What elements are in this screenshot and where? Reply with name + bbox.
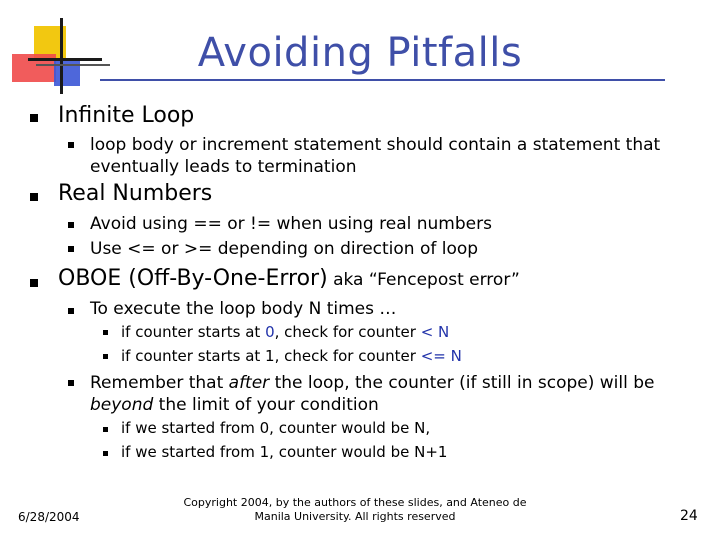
bullet-square [30, 114, 38, 122]
oboe-detail-2-after: after [228, 373, 270, 393]
oboe-label: OBOE (Off-By-One-Error) [58, 266, 328, 291]
bullet-square [68, 222, 74, 228]
oboe-detail-2-text-c: the limit of your condition [153, 395, 379, 415]
oboe-detail-2-line2 [90, 394, 379, 416]
infinite-loop-detail-line1: loop body or increment statement should contain a statement that [90, 135, 661, 155]
oboe-detail-1b [121, 347, 462, 365]
oboe-detail-1a [121, 323, 449, 341]
oboe-detail-2-beyond: beyond [90, 395, 154, 415]
bullet-square [30, 279, 38, 287]
bullet-square [68, 308, 74, 314]
oboe-detail-1a-mid: , check for counter [274, 323, 421, 341]
footer-copyright-line1: Copyright 2004, by the authors of these slides, and Ateneo de [183, 496, 527, 509]
oboe-detail-2a: if we started from 0, counter would be N, [121, 419, 431, 437]
oboe-detail-2-line1 [90, 372, 655, 394]
title-underline [100, 79, 665, 81]
bullet-square [68, 142, 74, 148]
real-numbers-detail-2: Use <= or >= depending on direction of loop [90, 239, 479, 259]
oboe-detail-1a-prefix: if counter starts at [121, 323, 266, 341]
bullet-square [30, 193, 38, 201]
oboe-detail-1a-zero: 0 [265, 323, 275, 341]
bullet-square [68, 246, 74, 252]
real-numbers-detail-1: Avoid using == or != when using real numbers [90, 214, 492, 234]
footer-copyright [180, 496, 530, 524]
bullet-real-numbers: Real Numbers [58, 181, 213, 206]
oboe-detail-1b-cond: <= N [420, 347, 462, 365]
bullet-square [103, 354, 108, 359]
bullet-square [103, 330, 108, 335]
oboe-detail-1b-prefix: if counter starts at 1, check for counter [121, 347, 421, 365]
slide-title: Avoiding Pitfalls [197, 30, 523, 76]
oboe-aka: aka “Fencepost error” [327, 270, 520, 290]
footer-copyright-line2: Manila University. All rights reserved [254, 510, 456, 523]
oboe-detail-2-text-b: the loop, the counter (if still in scope) will be [269, 373, 655, 393]
bullet-oboe [58, 266, 520, 291]
oboe-detail-2b: if we started from 1, counter would be N+1 [121, 443, 448, 461]
bullet-square [103, 451, 108, 456]
infinite-loop-detail-line2: eventually leads to termination [90, 157, 357, 177]
page-number: 24 [680, 508, 698, 524]
bullet-infinite-loop: Infinite Loop [58, 103, 195, 128]
footer-date: 6/28/2004 [18, 510, 80, 524]
bullet-square [103, 427, 108, 432]
oboe-detail-1: To execute the loop body N times … [90, 299, 397, 319]
bullet-square [68, 380, 74, 386]
oboe-detail-1a-cond: < N [420, 323, 450, 341]
oboe-detail-2-text-a: Remember that [90, 373, 229, 393]
